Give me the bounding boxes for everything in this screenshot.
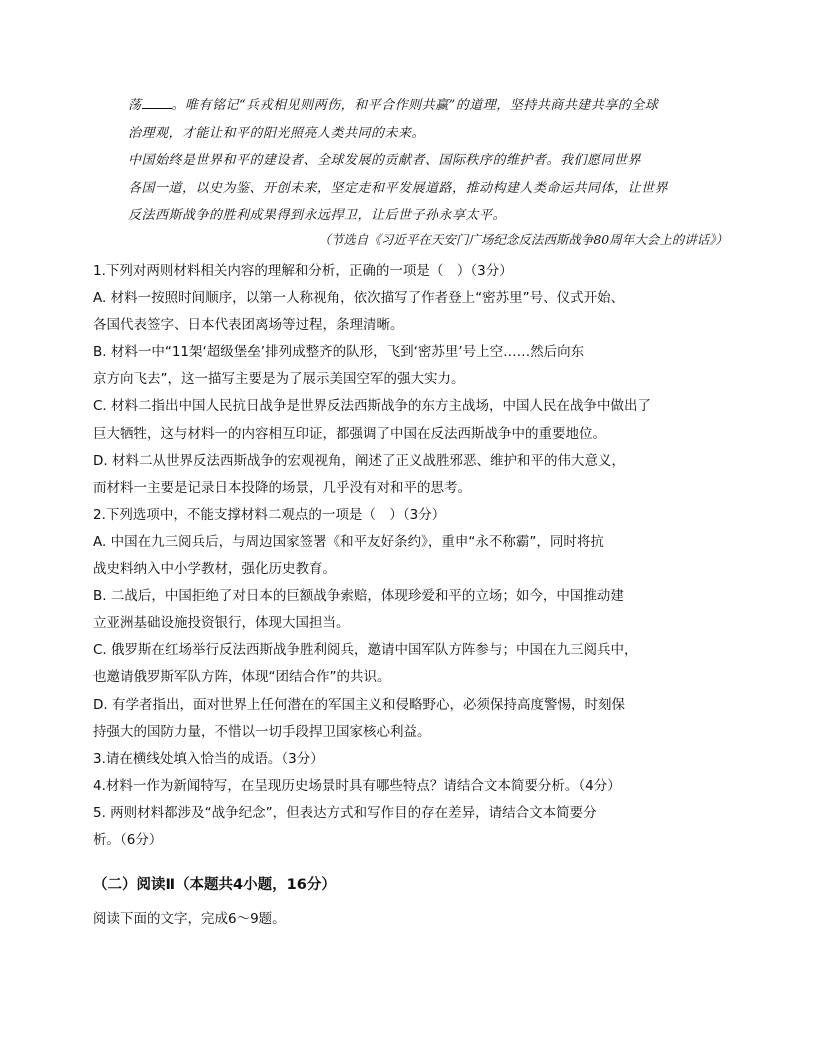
question-5: 5. 两则材料都涉及“战争纪念”，但表达方式和写作目的存在差异，请结合文本简要分 [93, 804, 597, 821]
fill-in-blank [142, 96, 172, 109]
question-1-option-c: C. 材料二指出中国人民抗日战争是世界反法西斯战争的东方主战场，中国人民在战争中做出了 [93, 398, 652, 415]
question-2-option-b: B. 二战后，中国拒绝了对日本的巨额战争索赔，体现珍爱和平的立场；如今，中国推动建 [93, 588, 624, 605]
section-title: （二）阅读Ⅱ（本题共4小题，16分） [93, 877, 336, 893]
question-1-option-d: D. 材料二从世界反法西斯战争的宏观视角，阐述了正义战胜邪恶、维护和平的伟大意义， [93, 452, 625, 469]
passage-text: 荡 [128, 98, 142, 113]
question-2-option-d: D. 有学者指出，面对世界上任何潜在的军国主义和侵略野心，必须保持高度警惕，时刻保 [93, 696, 625, 713]
question-2-option-d-cont: 持强大的国防力量，不惜以一切手段捍卫国家核心利益。 [93, 723, 431, 740]
question-1-option-b-cont: 京方向飞去”，这一描写主要是为了展示美国空军的强大实力。 [93, 371, 465, 388]
question-1-option-d-cont: 而材料一主要是记录日本投降的场景，几乎没有对和平的思考。 [93, 479, 471, 496]
question-4: 4.材料一作为新闻特写，在呈现历史场景时具有哪些特点？请结合文本简要分析。（4分） [93, 777, 621, 794]
question-list [93, 258, 733, 854]
question-2-stem: 2.下列选项中，不能支撑材料二观点的一项是（ ）（3分） [93, 506, 446, 523]
passage-line: 中国始终是世界和平的建设者、全球发展的贡献者、国际秩序的维护者。我们愿同世界 [128, 153, 642, 168]
source-citation: （节选自《习近平在天安门广场纪念反法西斯战争80周年大会上的讲话》） [318, 232, 728, 247]
question-5-cont: 析。（6分） [93, 831, 163, 848]
question-2-option-a: A. 中国在九三阅兵后，与周边国家签署《和平友好条约》，重申“永不称霸”，同时将抗 [93, 533, 604, 550]
question-2-option-c: C. 俄罗斯在红场举行反法西斯战争胜利阅兵，邀请中国军队方阵参与；中国在九三阅兵中， [93, 642, 638, 659]
question-2-option-a-cont: 战史料纳入中小学教材，强化历史教育。 [93, 561, 336, 578]
question-1-option-c-cont: 巨大牺牲，这与材料一的内容相互印证，都强调了中国在反法西斯战争中的重要地位。 [93, 425, 606, 442]
question-2-option-b-cont: 立亚洲基础设施投资银行，体现大国担当。 [93, 615, 350, 632]
passage-line: 各国一道，以史为鉴、开创未来，坚定走和平发展道路，推动构建人类命运共同体，让世界 [128, 180, 669, 196]
question-1-stem: 1.下列对两则材料相关内容的理解和分析，正确的一项是（ ）（3分） [93, 263, 513, 279]
passage-line: 治理观，才能让和平的阳光照亮人类共同的未来。 [128, 125, 426, 141]
question-2-option-c-cont: 也邀请俄罗斯军队方阵，体现“团结合作”的共识。 [93, 669, 391, 686]
material-passage [128, 92, 728, 230]
passage-line: 反法西斯战争的胜利成果得到永远捍卫，让后世子孙永享太平。 [128, 208, 507, 223]
passage-line [128, 92, 728, 120]
question-1-option-b: B. 材料一中“11架‘超级堡垒’排列成整齐的队形，飞到‘密苏里’号上空……然后向东 [93, 344, 585, 361]
reading-instruction: 阅读下面的文字，完成6～9题。 [93, 911, 286, 927]
question-3: 3.请在横线处填入恰当的成语。（3分） [93, 750, 324, 767]
question-1-option-a: A. 材料一按照时间顺序，以第一人称视角，依次描写了作者登上“密苏里”号、仪式开始、 [93, 290, 625, 307]
question-1-option-a-cont: 各国代表签字、日本代表团离场等过程，条理清晰。 [93, 317, 404, 334]
passage-text: 。唯有铭记“兵戎相见则两伤，和平合作则共赢”的道理，坚持共商共建共享的全球 [171, 98, 659, 113]
